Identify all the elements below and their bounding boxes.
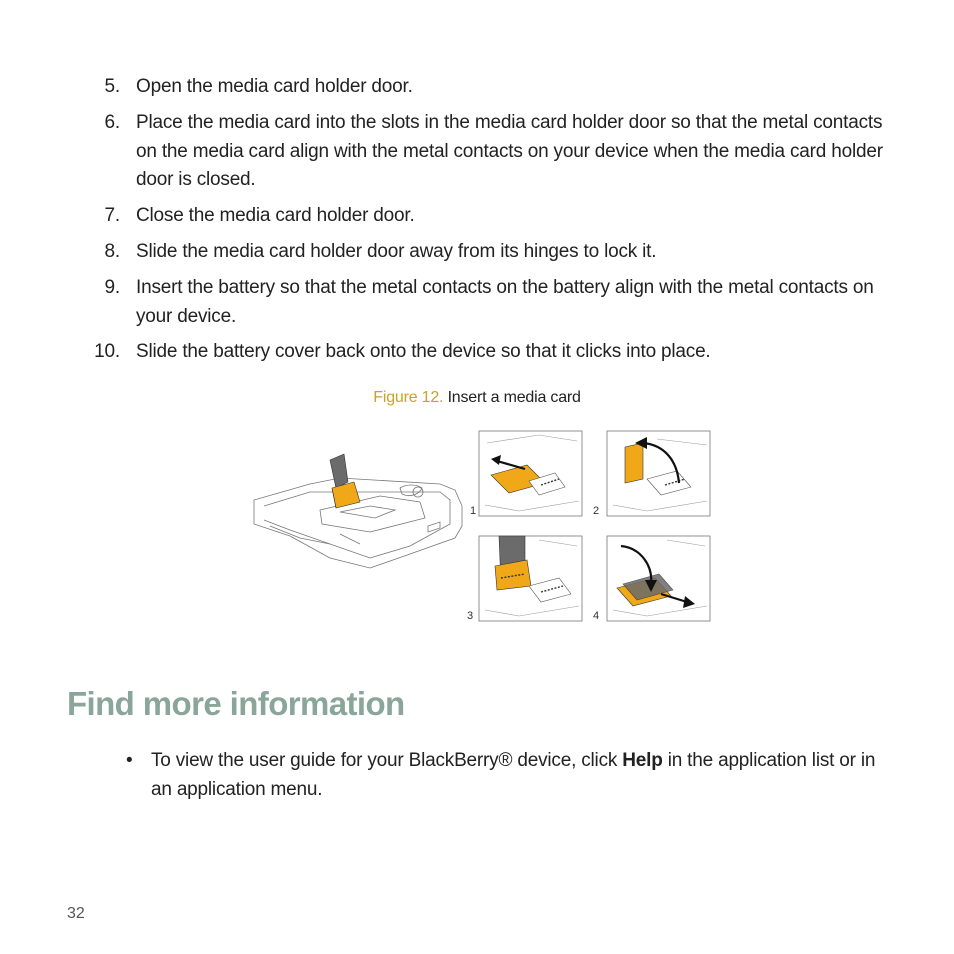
panel-4 [607, 536, 710, 621]
media-card-illustration [250, 426, 720, 626]
step-text: Slide the battery cover back onto the device so that it clicks into place. [136, 341, 711, 362]
figure-caption [0, 386, 954, 410]
card-in-overview [330, 454, 360, 508]
step-number: 5. [104, 76, 120, 97]
panel-1 [479, 431, 582, 516]
section-heading: Find more information [67, 685, 405, 722]
panel-2 [607, 431, 710, 516]
step-text: Close the media card holder door. [136, 205, 415, 226]
help-keyword: Help [622, 750, 663, 771]
figure-title: Insert a media card [447, 389, 581, 406]
step-number: 9. [104, 277, 120, 298]
figure-label: Figure 12. [373, 389, 444, 406]
step-number: 7. [104, 205, 120, 226]
step-text: Open the media card holder door. [136, 76, 413, 97]
step-text: Place the media card into the slots in the media card holder door so that the metal contacts on the media card align with the metal contacts on your device when the media card holder door is closed. [136, 112, 883, 190]
panel-label-3: 3 [467, 610, 474, 622]
page-number: 32 [67, 905, 85, 922]
bullet-text-after: in the application list or in an application menu. [151, 750, 876, 800]
bullet-dot: • [126, 750, 133, 771]
panel-label-2: 2 [593, 505, 600, 517]
panel-3 [479, 536, 582, 621]
step-number: 10. [94, 341, 120, 362]
device-overview [254, 478, 462, 568]
panel-label-1: 1 [470, 505, 477, 517]
bullet-text [151, 747, 901, 804]
panel-label-4: 4 [593, 610, 600, 622]
step-text: Insert the battery so that the metal contacts on the battery align with the metal contacts on your device. [136, 277, 874, 327]
bullet-text-before: To view the user guide for your BlackBerry® device, click [151, 750, 623, 771]
step-number: 8. [104, 241, 120, 262]
step-number: 6. [104, 112, 120, 133]
step-text: Slide the media card holder door away from its hinges to lock it. [136, 241, 657, 262]
